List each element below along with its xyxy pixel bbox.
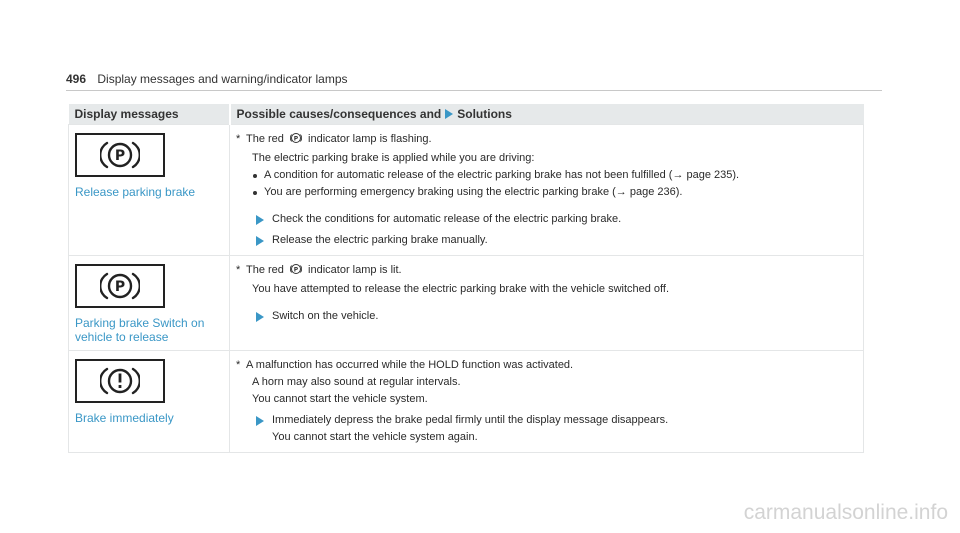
svg-text:P: P [114,148,126,164]
bullet-item [236,184,857,201]
cause-text-post: indicator lamp is flashing. [308,133,432,145]
table-header-row [69,104,864,125]
column-header-causes: Possible causes/consequences and [236,107,442,121]
action-step [236,232,857,249]
column-header-solutions: Solutions [457,107,512,121]
table-row [69,256,864,351]
message-cell [69,256,230,351]
message-label: Brake immediately [75,411,174,425]
action-note: You cannot start the vehicle system again. [272,431,478,443]
action-text: Release the electric parking brake manually. [272,234,488,246]
parking-brake-icon [75,264,165,308]
cause-text: A malfunction has occurred while the HOLD function was activated. [246,359,574,371]
display-messages-table [68,104,864,453]
bullet-text: You are performing emergency braking using the electric parking brake (→ page 236). [264,186,683,198]
asterisk-marker: * [236,264,241,276]
page-number: 496 [66,72,87,86]
action-arrow-icon [256,416,264,426]
asterisk-marker: * [236,133,241,145]
action-arrow-icon [256,312,264,322]
svg-text:P: P [293,266,299,274]
action-text: Switch on the vehicle. [272,310,379,322]
message-label-line: Parking brake Switch on [75,316,205,330]
action-step [236,211,857,228]
cause-line [236,357,857,374]
page-title: Display messages and warning/indicator lamps [97,72,348,86]
column-header-causes-solutions [230,104,864,125]
causes-cell [230,351,864,453]
message-cell [69,125,230,256]
action-text: Check the conditions for automatic release of the electric parking brake. [272,213,622,225]
svg-text:P: P [114,279,126,295]
bullet-item [236,167,857,184]
asterisk-marker: * [236,359,241,371]
cause-detail: A horn may also sound at regular intervals. [252,376,461,388]
cause-detail: You have attempted to release the electric parking brake with the vehicle switched off. [252,283,670,295]
action-arrow-icon [256,215,264,225]
action-step [236,308,857,325]
cause-line [236,262,857,281]
table-row [69,351,864,453]
parking-brake-icon [75,133,165,177]
brake-warning-icon [75,359,165,403]
cause-detail: You cannot start the vehicle system. [252,393,428,405]
action-step [236,412,857,429]
message-cell [69,351,230,453]
message-label-line: vehicle to release [75,330,169,344]
page-header [66,72,348,86]
header-divider [66,90,882,91]
causes-cell [230,256,864,351]
cause-text-pre: The red [246,264,284,276]
message-label [75,316,223,344]
cause-text-pre: The red [246,133,284,145]
parking-brake-symbol-icon [290,263,302,281]
parking-brake-symbol-icon [290,132,302,150]
causes-cell [230,125,864,256]
svg-text:P: P [293,135,299,143]
message-label: Release parking brake [75,185,196,199]
solution-arrow-icon [445,109,453,119]
action-arrow-icon [256,236,264,246]
table-row [69,125,864,256]
cause-detail: The electric parking brake is applied while you are driving: [252,152,535,164]
watermark: carmanualsonline.info [743,501,948,524]
column-header-display-messages: Display messages [69,104,230,125]
bullet-text: A condition for automatic release of the electric parking brake has not been fulfilled (→ page 235). [264,169,740,181]
action-text: Immediately depress the brake pedal firmly until the display message disappears. [272,414,669,426]
cause-text-post: indicator lamp is lit. [308,264,402,276]
cause-line [236,131,857,150]
